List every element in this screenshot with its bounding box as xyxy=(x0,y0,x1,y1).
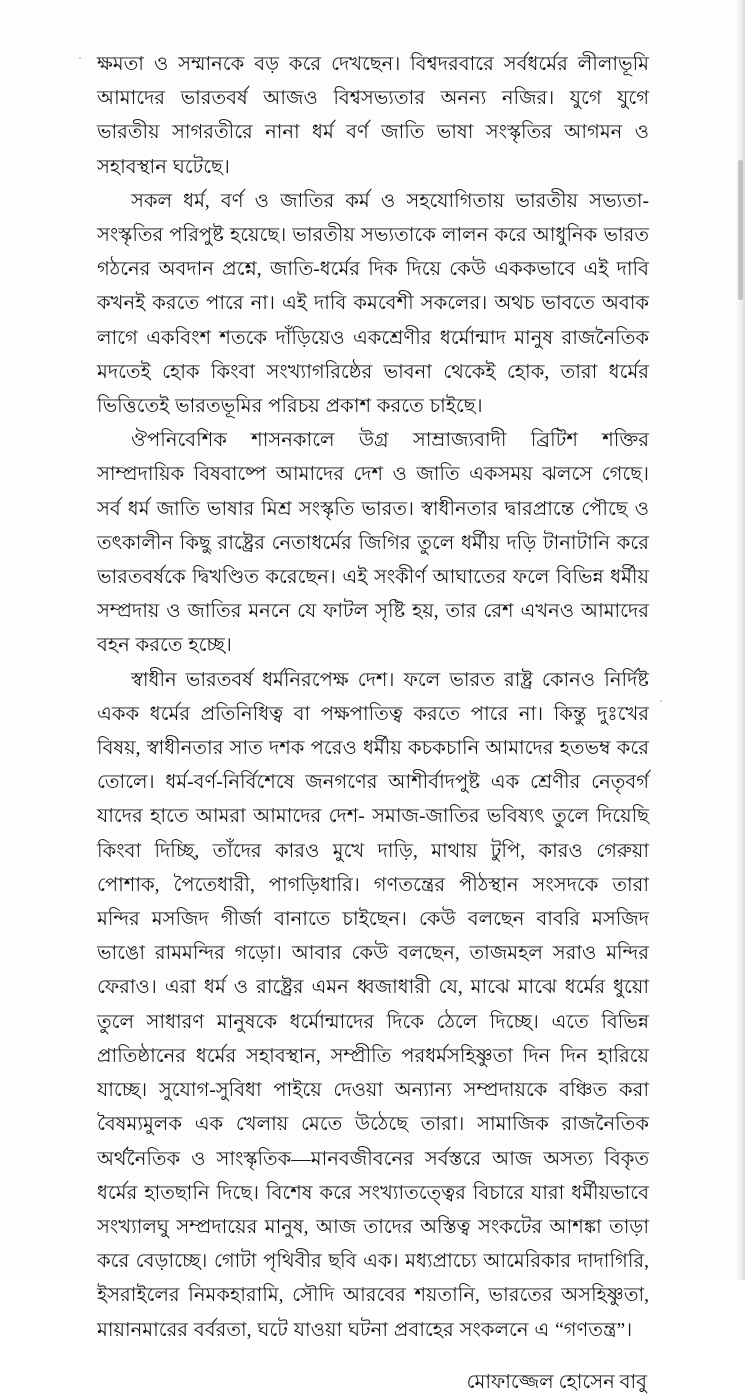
paragraph-1: ক্ষমতা ও সম্মানকে বড় করে দেখছেন। বিশ্বদরবারে সর্বধর্মের লীলাভূমি আমাদের ভারতবর্ষ আজও বিশ্বসভ্যতার অনন্য নজির। যুগে যুগে ভারতীয় সাগরতীরে নানা ধর্ম বর্ণ জাতি ভাষা সংস্কৃতির আগমন ও সহাবস্থান ঘটেছে। xyxy=(97,54,649,178)
paper-speck xyxy=(79,57,81,59)
paragraph-4: স্বাধীন ভারতবর্ষ ধর্মনিরপেক্ষ দেশ। ফলে ভারত রাষ্ট্র কোনও নির্দিষ্ট একক ধর্মের প্রতিনিধিত্ব বা পক্ষপাতিত্ব করতে পারে না। কিন্তু দুঃখের বিষয়, স্বাধীনতার সাত দশক পরেও ধর্মীয় কচকচানি আমাদের হতভম্ব করে তোলে। ধর্ম-বর্ণ-নির্বিশেষে জনগণের আশীর্বাদপুষ্ট এক শ্রেণীর নেতৃবর্গ যাদের হাতে আমরা আমাদের দেশ- সমাজ-জাতির ভবিষ্যৎ তুলে দিয়েছি কিংবা দিচ্ছি, তাঁদের কারও মুখে দাড়ি, মাথায় টুপি, কারও গেরুয়া পোশাক, পৈতেধারী, পাগড়িধারি। গণতন্ত্রের পীঠস্থান সংসদকে তারা মন্দির মসজিদ গীর্জা বানাতে চাইছেন। কেউ বলছেন বাবরি মসজিদ ভাঙো রামমন্দির গড়ো। আবার কেউ বলছেন, তাজমহল সরাও মন্দির ফেরাও। এরা ধর্ম ও রাষ্ট্রের এমন ধ্বজাধারী যে, মাঝে মাঝে ধর্মের ধুয়ো তুলে সাধারণ মানুষকে ধর্মোন্মাদের দিকে ঠেলে দিচ্ছে। এতে বিভিন্ন প্রাতিষ্ঠানের ধর্মের সহাবস্থান, সম্প্রীতি পরধর্মসহিষ্ণুতা দিন দিন হারিয়ে যাচ্ছে। সুযোগ-সুবিধা পাইয়ে দেওয়া অন্যান্য সম্প্রদায়কে বঞ্চিত করা বৈষম্যমুলক এক খেলায় মেতে উঠেছে তারা। সামাজিক রাজনৈতিক অর্থনৈতিক ও সাংস্কৃতিক—মানবজীবনের সর্বস্তরে আজ অসত্য বিকৃত ধর্মের হাতছানি দিছে। বিশেষ করে সংখ্যাতত্ত্বের বিচারে যারা ধর্মীয়ভাবে সংখ্যালঘু সম্প্রদায়ের মানুষ, আজ তাদের অস্তিত্ব সংকটের আশঙ্কা তাড়া করে বেড়াচ্ছে। গোটা পৃথিবীর ছবি এক। মধ্যপ্রাচ্যে আমেরিকার দাদাগিরি, ইসরাইলের নিমকহারামি, সৌদি আরবের শয়তানি, ভারতের অসহিষ্ণুতা, মায়ানমারের বর্বরতা, ঘটে যাওয়া ঘটনা প্রবাহের সংকলনে এ “গণতন্ত্র”। xyxy=(97,669,649,1341)
paper-speck xyxy=(660,700,662,702)
page-edge-mark xyxy=(738,160,743,300)
page-text-block xyxy=(97,48,649,1400)
paragraph-3: ঔপনিবেশিক শাসনকালে উগ্র সাম্রাজ্যবাদী ব্রিটিশ শক্তির সাম্প্রদায়িক বিষবাষ্পে আমাদের দেশ ও জাতি একসময় ঝলসে গেছে। সর্ব ধর্ম জাতি ভাষার মিশ্র সংস্কৃতি ভারত। স্বাধীনতার দ্বারপ্রান্তে পৌছে ও তৎকালীন কিছু রাষ্ট্রের নেতাধর্মের জিগির তুলে ধর্মীয় দড়ি টানাটানি করে ভারতবর্ষকে দ্বিখণ্ডিত করেছেন। এই সংকীর্ণ আঘাতের ফলে বিভিন্ন ধর্মীয় সম্প্রদায় ও জাতির মননে যে ফাটল সৃষ্টি হয়, তার রেশ এখনও আমাদের বহন করতে হচ্ছে। xyxy=(97,430,649,657)
page-edge-shadow xyxy=(735,0,745,1280)
paragraph-2: সকল ধর্ম, বর্ণ ও জাতির কর্ম ও সহযোগিতায় ভারতীয় সভ্যতা-সংস্কৃতির পরিপুষ্ট হয়েছে। ভারতীয় সভ্যতাকে লালন করে আধুনিক ভারত গঠনের অবদান প্রশ্নে, জাতি-ধর্মের দিক দিয়ে কেউ এককভাবে এই দাবি কখনই করতে পারে না। এই দাবি কমবেশী সকলের। অথচ ভাবতে অবাক লাগে একবিংশ শতকে দাঁড়িয়েও একশ্রেণীর ধর্মোন্মাদ মানুষ রাজনৈতিক মদতেই হোক কিংবা সংখ্যাগরিষ্ঠের ভাবনা থেকেই হোক, তারা ধর্মের ভিত্তিতেই ভারতভূমির পরিচয় প্রকাশ করতে চাইছে। xyxy=(97,190,649,418)
author-signature: মোফাজ্জেল হোসেন বাবু xyxy=(466,1371,647,1393)
